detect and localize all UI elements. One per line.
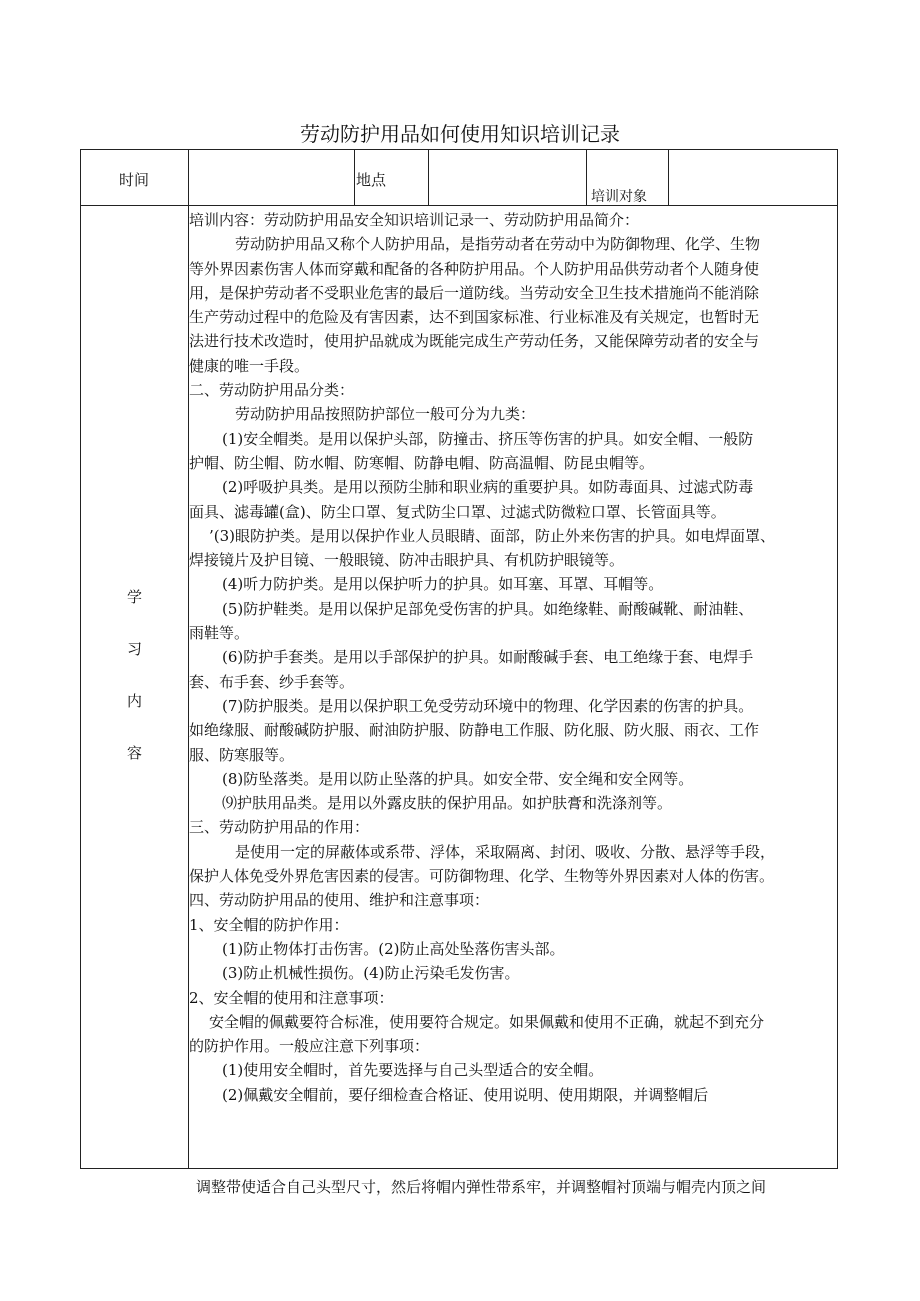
- content-line: (6)防护手套类。是用以手部保护的护具。如耐酸碱手套、电工绝缘于套、电焊手: [222, 648, 754, 667]
- content-line: 面具、滤毒罐(盒)、防尘口罩、复式防尘口罩、过滤式防微粒口罩、长管面具等。: [189, 502, 726, 521]
- content-line: 健康的唯一手段。: [189, 356, 310, 375]
- content-line: (8)防坠落类。是用以防止坠落的护具。如安全带、安全绳和安全网等。: [222, 769, 694, 788]
- content-line: (2)佩戴安全帽前，要仔细检查合格证、使用说明、使用期限，并调整帽后: [222, 1085, 709, 1104]
- content-line: 生产劳动过程中的危险及有害因素，达不到国家标准、行业标准及有关规定，也暂时无: [189, 308, 760, 327]
- content-line: 二、劳动防护用品分类：: [189, 381, 355, 400]
- content-line: (1)安全帽类。是用以保护头部，防撞击、挤压等伤害的护具。如安全帽、一般防: [222, 429, 754, 448]
- content-line: (1)防止物体打击伤害。(2)防止高处坠落伤害头部。: [222, 939, 565, 958]
- content-line: ’(3)眼防护类。是用以保护作业人员眼睛、面部，防止外来伤害的护具。如电焊面罩、: [209, 526, 776, 545]
- time-label: 时间: [119, 171, 150, 189]
- content-line: 等外界因素伤害人体而穿戴和配备的各种防护用品。个人防护用品供劳动者个人随身使: [189, 259, 760, 278]
- content-line: 培训内容：劳动防护用品安全知识培训记录一、劳动防护用品简介：: [189, 211, 640, 229]
- continuation-text: 调整带使适合自己头型尺寸，然后将帽内弹性带系牢，并调整帽衬顶端与帽壳内顶之间: [196, 1178, 767, 1196]
- row-divider: [81, 205, 837, 206]
- content-line: (5)防护鞋类。是用以保护足部免受伤害的护具。如绝缘鞋、耐酸碱靴、耐油鞋、: [222, 599, 754, 618]
- content-line: 服、防寒服等。: [189, 745, 295, 764]
- column-divider: [586, 150, 587, 205]
- side-label-char: 习: [126, 640, 142, 658]
- content-line: 保护人体免受外界危害因素的侵害。可防御物理、化学、生物等外界因素对人体的伤害。: [189, 867, 775, 886]
- content-line: 2、安全帽的使用和注意事项：: [189, 988, 394, 1007]
- side-label-char: 容: [126, 744, 142, 762]
- column-divider: [668, 150, 669, 205]
- content-line: 的防护作用。一般应注意下列事项：: [189, 1037, 430, 1056]
- column-divider: [428, 150, 429, 205]
- content-line: 安全帽的佩戴要符合标准，使用要符合规定。如果佩戴和使用不正确，就起不到充分: [209, 1012, 765, 1031]
- content-line: 1、安全帽的防护作用：: [189, 915, 349, 934]
- content-line: 焊接镜片及护目镜、一般眼镜、防冲击眼护具、有机防护眼镜等。: [189, 551, 625, 570]
- column-divider: [354, 150, 355, 205]
- training-content: [189, 208, 839, 1107]
- content-line: ⑼护肤用品类。是用以外露皮肤的保护用品。如护肤膏和洗涤剂等。: [222, 794, 673, 813]
- content-line: 三、劳动防护用品的作用：: [189, 818, 370, 837]
- content-line: 四、劳动防护用品的使用、维护和注意事项：: [189, 891, 490, 910]
- side-label-char: 内: [126, 692, 142, 710]
- content-line: 用，是保护劳动者不受职业危害的最后一道防线。当劳动安全卫生技术措施尚不能消除: [189, 283, 760, 302]
- side-label-char: 学: [126, 588, 142, 606]
- target-label: 培训对象: [591, 189, 647, 205]
- content-line: 劳动防护用品按照防护部位一般可分为九类：: [235, 405, 536, 424]
- content-line: 法进行技术改造时，使用护品就成为既能完成生产劳动任务，又能保障劳动者的安全与: [189, 332, 760, 351]
- content-line: (3)防止机械性损伤。(4)防止污染毛发伤害。: [222, 964, 520, 983]
- page-title: 劳动防护用品如何使用知识培训记录: [300, 122, 620, 146]
- content-line: 护帽、防尘帽、防水帽、防寒帽、防静电帽、防高温帽、防昆虫帽等。: [189, 453, 655, 472]
- content-line: 雨鞋等。: [189, 624, 250, 643]
- content-line: 是使用一定的屏蔽体或系带、浮体，采取隔离、封闭、吸收、分散、悬浮等手段，: [235, 842, 776, 861]
- content-line: (2)呼吸护具类。是用以预防尘肺和职业病的重要护具。如防毒面具、过滤式防毒: [222, 478, 754, 497]
- content-line: 劳动防护用品又称个人防护用品，是指劳动者在劳动中为防御物理、化学、生物: [235, 235, 761, 254]
- content-line: (1)使用安全帽时，首先要选择与自己头型适合的安全帽。: [222, 1061, 604, 1080]
- place-label: 地点: [356, 171, 387, 189]
- content-line: (4)听力防护类。是用以保护听力的护具。如耳塞、耳罩、耳帽等。: [222, 575, 664, 594]
- content-line: (7)防护服类。是用以保护职工免受劳动环境中的物理、化学因素的伤害的护具。: [222, 696, 754, 715]
- training-record-table: [80, 149, 838, 1169]
- content-line: 套、布手套、纱手套等。: [189, 672, 355, 691]
- content-line: 如绝缘服、耐酸碱防护服、耐油防护服、防静电工作服、防化服、防火服、雨衣、工作: [189, 721, 760, 740]
